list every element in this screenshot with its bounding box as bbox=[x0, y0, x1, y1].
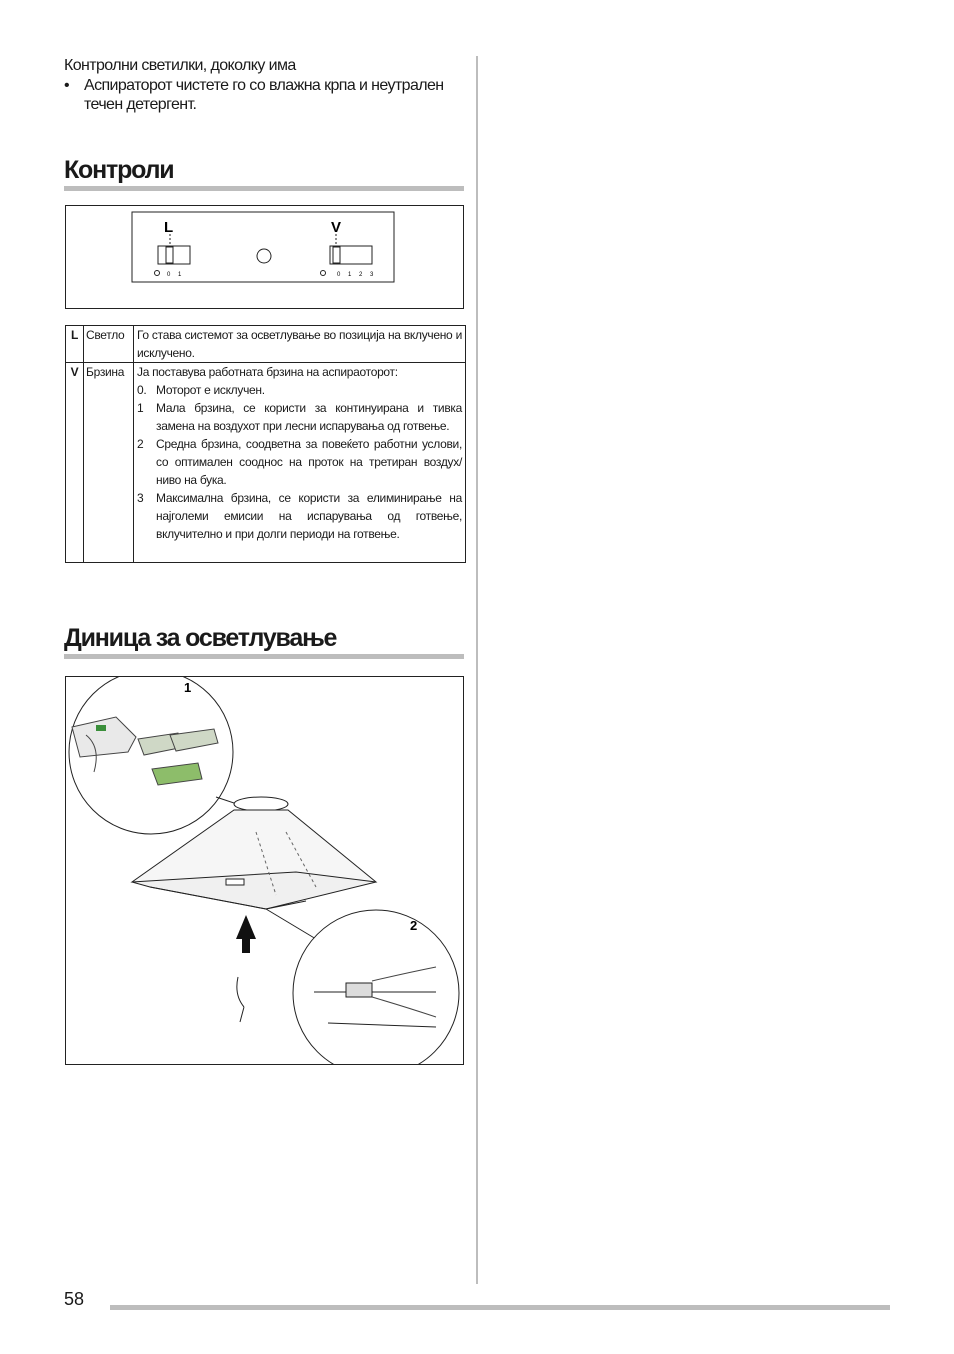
option-text: Мала брзина, се користи за континуирана и тивка замена на воздухот при лесни испарувања од готвење. bbox=[156, 401, 462, 433]
light-fixture-icon bbox=[226, 879, 244, 885]
column-divider bbox=[476, 56, 478, 1284]
bullet-text: Аспираторот чистете го со влажна крпа и неутрален течен детергент. bbox=[84, 77, 444, 113]
lighting-heading: Диница за осветлување bbox=[64, 624, 337, 652]
row-description bbox=[134, 363, 466, 563]
up-arrow-icon bbox=[236, 915, 256, 953]
row-name: Брзина bbox=[84, 363, 134, 563]
footer-rule bbox=[110, 1305, 890, 1310]
option-text: Средна брзина, соодветна за повеќето работни услови, со оптимален сооднос на проток на третиран воздух/ниво на бука. bbox=[156, 437, 462, 487]
table-row bbox=[66, 363, 466, 563]
controls-table bbox=[65, 325, 466, 563]
fan-symbol-icon bbox=[321, 271, 326, 276]
option-number: 2 bbox=[137, 437, 144, 451]
table-row bbox=[66, 326, 466, 363]
panel-label-v: V bbox=[331, 219, 342, 236]
intro-line: Контролни светилки, доколку има bbox=[64, 57, 296, 74]
callout-2: 2 bbox=[410, 918, 418, 933]
bullet-item bbox=[64, 76, 464, 114]
row-key: V bbox=[66, 363, 84, 563]
option-text: Моторот е исклучен. bbox=[156, 383, 265, 397]
lighting-heading-rule bbox=[64, 654, 464, 659]
speed-intro: Ја поставува работната брзина на аспираоторот: bbox=[137, 365, 398, 379]
list-item bbox=[137, 435, 462, 489]
row-key: L bbox=[66, 326, 84, 363]
hood-illustration bbox=[66, 677, 463, 1064]
lighting-figure bbox=[65, 676, 464, 1065]
list-item bbox=[137, 381, 462, 399]
option-number: 0. bbox=[137, 383, 147, 397]
option-text: Максимална брзина, се користи за елиминирање на најголеми емисии на испарувања од готвење, вклучително и при долги периоди на готвење. bbox=[156, 491, 462, 541]
controls-heading-rule bbox=[64, 186, 464, 191]
list-item bbox=[137, 399, 462, 435]
hood-outlet bbox=[234, 797, 288, 811]
detail-circle-2 bbox=[293, 910, 459, 1064]
option-number: 1 bbox=[137, 401, 144, 415]
row-description: Го става системот за осветлување во позиција на вклучено и исклучено. bbox=[134, 326, 466, 363]
row-name: Светло bbox=[84, 326, 134, 363]
light-symbol-icon bbox=[155, 271, 160, 276]
lamp-bulb-icon bbox=[346, 983, 372, 997]
control-panel-drawing bbox=[66, 206, 463, 308]
callout-1: 1 bbox=[184, 680, 192, 695]
page-number: 58 bbox=[64, 1289, 85, 1309]
list-item bbox=[137, 489, 462, 543]
hand-icon bbox=[237, 977, 244, 1022]
indicator-lamp-icon[interactable] bbox=[257, 249, 271, 263]
control-panel-figure bbox=[65, 205, 464, 309]
intro-block bbox=[64, 56, 464, 114]
controls-heading: Контроли bbox=[64, 156, 174, 184]
option-number: 3 bbox=[137, 491, 144, 505]
bullet-symbol: • bbox=[64, 77, 70, 94]
panel-scale-v: 0 1 2 3 bbox=[337, 272, 377, 278]
panel-label-l: L bbox=[164, 219, 174, 236]
panel-scale-l: 0 1 bbox=[167, 272, 185, 278]
